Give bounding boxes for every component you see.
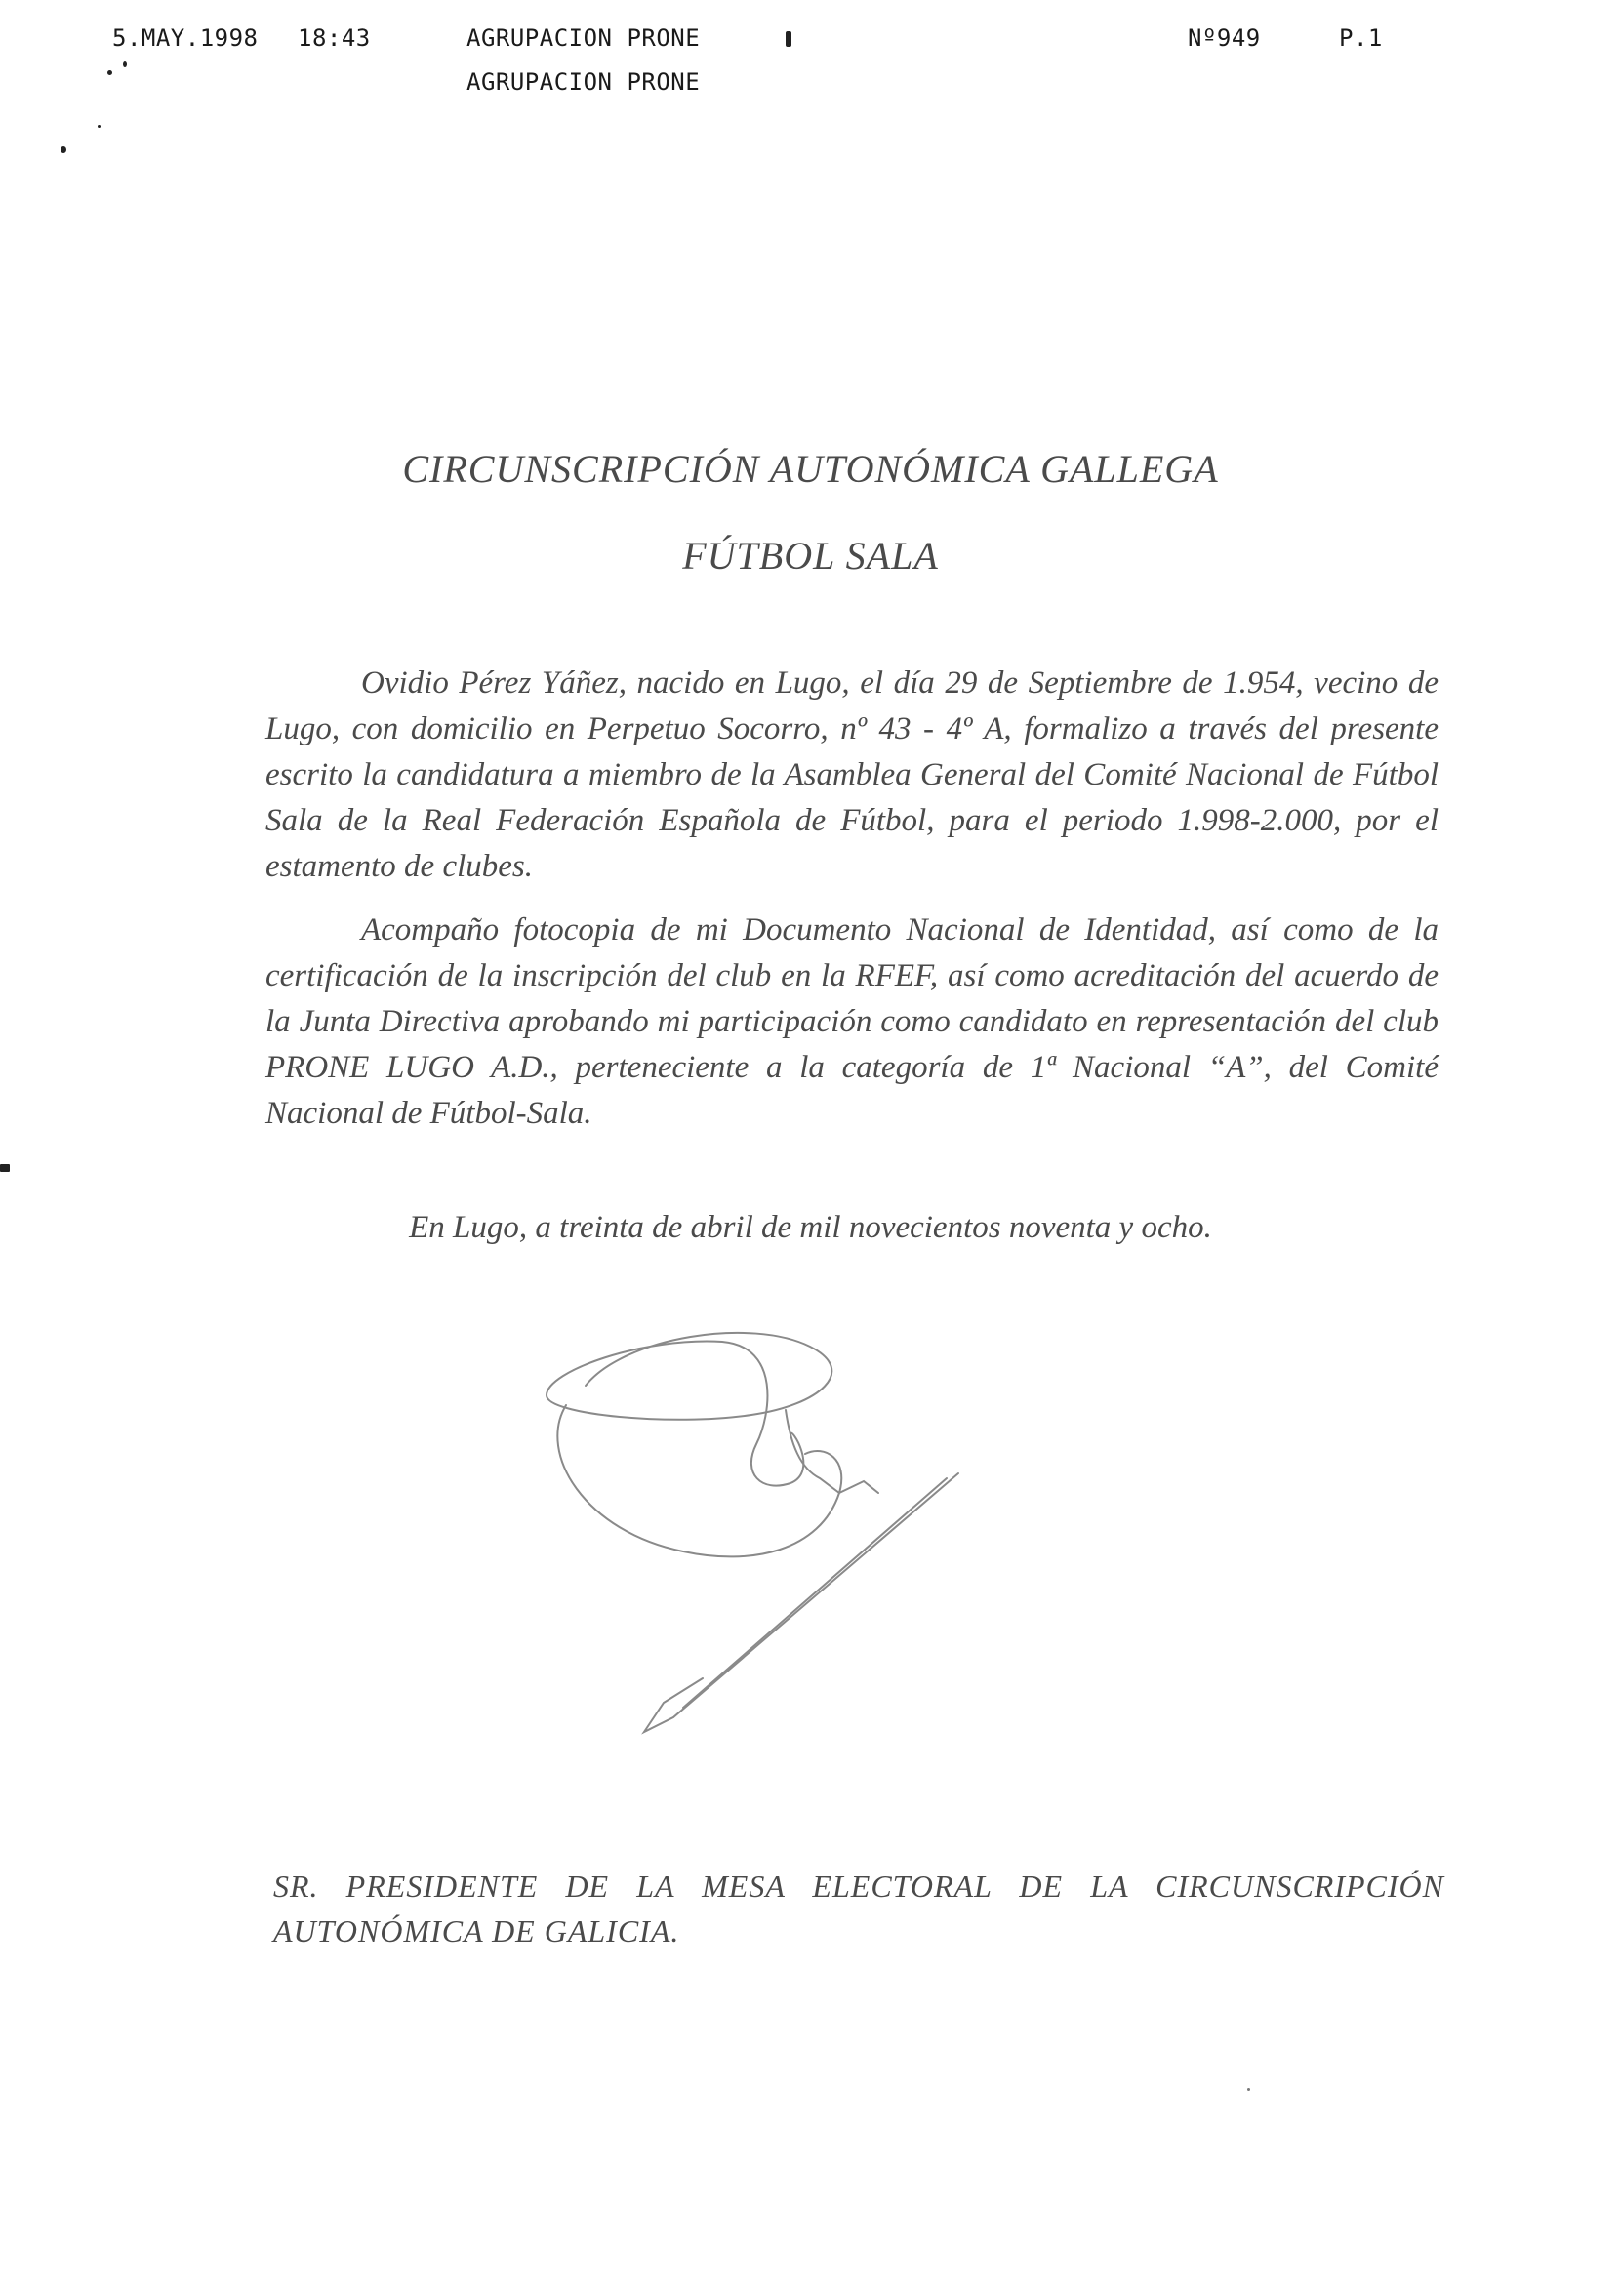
candidature-paragraph: Ovidio Pérez Yáñez, nacido en Lugo, el día 29 de Septiembre de 1.954, vecino de Lugo, con domicilio en Perpetuo Socorro, nº 43 - 4º A, formalizo a través del presente escrito la candidatura a miembro de la Asamblea General del Comité Nacional de Fútbol Sala de la Real Federación Española de Fútbol, para el periodo 1.998-2.000, por el estamento de clubes. — [265, 665, 1439, 884]
fax-number: Nº949 — [1188, 24, 1261, 52]
fax-time: 18:43 — [298, 24, 371, 52]
fax-sender-line-1: AGRUPACION PRONE — [466, 24, 701, 52]
addressee-block: SR. PRESIDENTE DE LA MESA ELECTORAL DE LA CIRCUNSCRIPCIÓN AUTONÓMICA DE GALICIA. — [273, 1869, 1444, 1949]
fax-date: 5.MAY.1998 — [112, 24, 259, 52]
document-subheading: FÚTBOL SALA — [682, 534, 939, 578]
signature — [527, 1298, 976, 1747]
fax-page: P.1 — [1339, 24, 1383, 52]
place-date-line: En Lugo, a treinta de abril de mil novecientos noventa y ocho. — [409, 1210, 1212, 1245]
document-heading: CIRCUNSCRIPCIÓN AUTONÓMICA GALLEGA — [402, 447, 1219, 491]
attachments-paragraph: Acompaño fotocopia de mi Documento Nacional de Identidad, así como de la certificación de la inscripción del club en la RFEF, así como acreditación del acuerdo de la Junta Directiva aprobando mi participación como candidato en representación del club PRONE LUGO A.D., perteneciente a la categoría de 1ª Nacional “A”, del Comité Nacional de Fútbol-Sala. — [265, 912, 1439, 1131]
fax-sender-line-2: AGRUPACION PRONE — [466, 68, 701, 96]
